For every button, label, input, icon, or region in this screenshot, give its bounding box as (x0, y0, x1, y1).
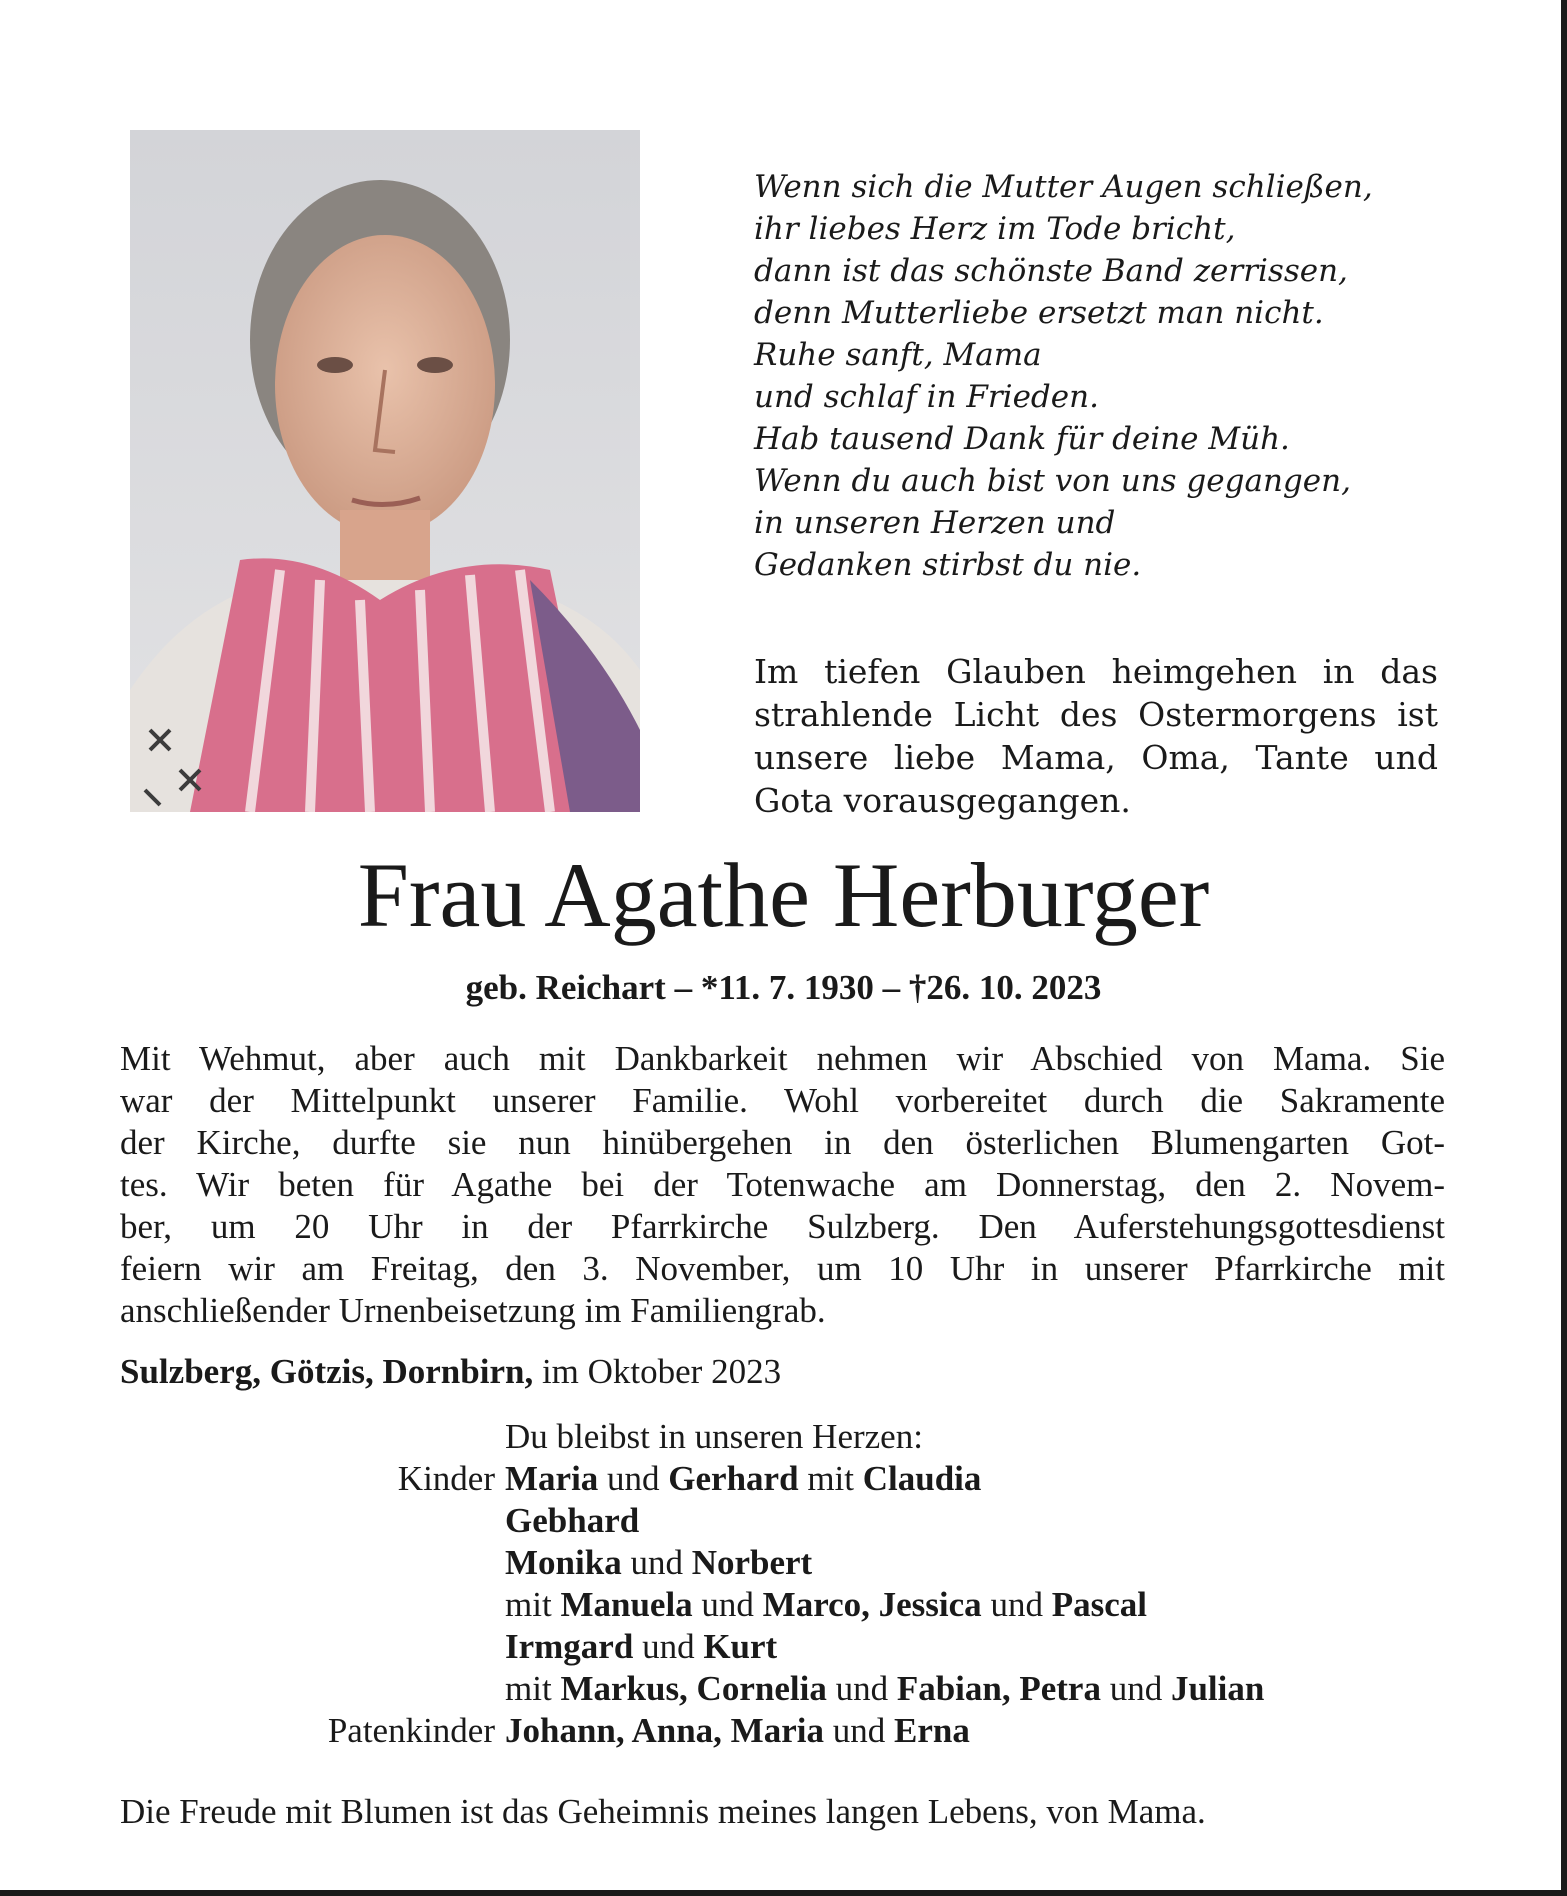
family-row: Kinder Maria und Gerhard mit Claudia (120, 1458, 1445, 1500)
poem-line: Ruhe sanft, Mama (754, 337, 1042, 373)
birth-death-dates: geb. Reichart – *11. 7. 1930 – †26. 10. 2023 (465, 968, 1102, 1007)
poem-line: Gedanken stirbst du nie. (754, 547, 1142, 583)
poem-line: Wenn du auch bist von uns gegangen, (754, 463, 1351, 499)
family-row: Irmgard und Kurt (505, 1627, 778, 1666)
poem-line: dann ist das schönste Band zerrissen, (754, 253, 1348, 289)
body-line: der Kirche, durfte sie nun hinübergehen in den österlichen Blumengarten Got- (120, 1123, 1445, 1162)
memorial-poem (754, 166, 1454, 586)
body-line: anschließender Urnenbeisetzung im Familiengrab. (120, 1291, 826, 1330)
deceased-name: Frau Agathe Herburger (357, 844, 1210, 946)
obituary-body (120, 1038, 1445, 1332)
place-towns: Sulzberg, Götzis, Dornbirn, (120, 1352, 534, 1391)
family-list (120, 1416, 1445, 1752)
poem-line: denn Mutterliebe ersetzt man nicht. (754, 295, 1324, 331)
place-date-line (120, 1350, 1445, 1394)
family-row: Gebhard (505, 1501, 640, 1540)
poem-line: in unseren Herzen und (754, 505, 1116, 541)
poem-line: und schlaf in Frieden. (754, 379, 1099, 415)
body-line: ber, um 20 Uhr in der Pfarrkirche Sulzberg. Den Auferstehungsgottesdienst (120, 1207, 1445, 1246)
body-line: feiern wir am Freitag, den 3. November, um 10 Uhr in unserer Pfarrkirche mit (120, 1249, 1445, 1288)
place-date: im Oktober 2023 (541, 1352, 782, 1391)
body-line: Mit Wehmut, aber auch mit Dankbarkeit nehmen wir Abschied von Mama. Sie (120, 1039, 1445, 1078)
poem-line: Wenn sich die Mutter Augen schließen, (754, 169, 1373, 205)
body-line: tes. Wir beten für Agathe bei der Totenwache am Donnerstag, den 2. Novem- (120, 1165, 1445, 1204)
family-row: mit Manuela und Marco, Jessica und Pascal (505, 1585, 1147, 1624)
portrait-photo (130, 130, 640, 812)
family-row: mit Markus, Cornelia und Fabian, Petra und Julian (505, 1669, 1265, 1708)
family-row: Patenkinder Johann, Anna, Maria und Erna (120, 1710, 1445, 1752)
poem-line: Hab tausend Dank für deine Müh. (754, 421, 1290, 457)
kinder-label: Kinder (397, 1459, 495, 1498)
closing-quote: Die Freude mit Blumen ist das Geheimnis meines langen Lebens, von Mama. (120, 1792, 1206, 1831)
poem-line: ihr liebes Herz im Tode bricht, (754, 211, 1236, 247)
family-heading: Du bleibst in unseren Herzen: (505, 1417, 923, 1456)
family-row: Monika und Norbert (505, 1543, 813, 1582)
patenkinder-label: Patenkinder (327, 1711, 495, 1750)
intro-text: Im tiefen Glauben heimgehen in das strahlende Licht des Ostermorgens ist unsere liebe Mama, Oma, Tante und Gota vorausgegangen. (754, 652, 1438, 820)
body-line: war der Mittelpunkt unserer Familie. Wohl vorbereitet durch die Sakramente (120, 1081, 1445, 1120)
